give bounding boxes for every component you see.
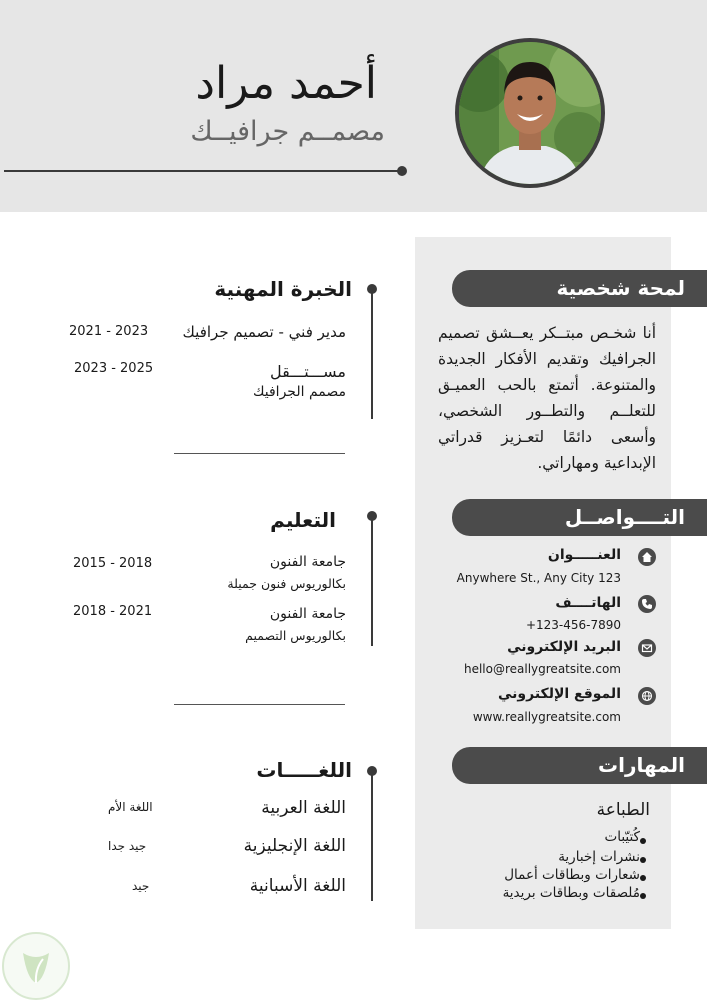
experience-item-date: 2023 - 2025 xyxy=(74,361,154,376)
phone-icon xyxy=(638,595,656,613)
contact-website-label: الموقع الإلكتروني xyxy=(498,686,621,702)
experience-item-title: مســـتـــقل xyxy=(269,362,346,381)
education-item-subtitle: بكالوريوس التصميم xyxy=(245,628,346,643)
language-level: جيد xyxy=(132,879,150,893)
languages-timeline-line xyxy=(371,771,373,901)
experience-item-subtitle: مصمم الجرافيك xyxy=(252,384,346,400)
language-name: اللغة الإنجليزية xyxy=(243,836,346,856)
skill-bullet xyxy=(640,893,646,899)
contact-phone-value: +123-456-7890 xyxy=(525,618,621,632)
skill-item: شعارات وبطاقات أعمال xyxy=(504,867,640,883)
profile-text: أنا شخـص مبتــكر يعــشق تصميم الجرافيك وتقديم الأفكار الجديدة والمتنوعة. أتمتع بالحب العميـق للتعلــم والتطــور الشخصي، وأسعى دائمًا لتعـزيز قدراتي الإبداعية ومهاراتي. xyxy=(438,324,656,472)
experience-item-date: 2021 - 2023 xyxy=(69,324,149,339)
portrait-illustration xyxy=(459,42,601,184)
contact-email-label: البريد الإلكتروني xyxy=(507,639,621,655)
skill-item: مُلصقات وبطاقات بريدية xyxy=(502,885,640,901)
education-item-title: جامعة الفنون xyxy=(269,554,346,570)
contact-address-value: Anywhere St., Any City 123 xyxy=(456,571,621,585)
job-title: مصمــم جرافيــك xyxy=(190,116,385,147)
experience-timeline-line xyxy=(371,289,373,419)
person-name: أحمد مراد xyxy=(195,58,377,109)
skill-bullet xyxy=(640,857,646,863)
watermark-logo xyxy=(2,932,70,1000)
experience-item-title: مدير فني - تصميم جرافيك xyxy=(182,323,346,341)
contact-address-label: العنـــــوان xyxy=(547,547,621,563)
leaf-icon xyxy=(13,943,59,989)
skill-bullet xyxy=(640,875,646,881)
contact-heading: التــــواصــل xyxy=(452,499,707,536)
education-item-date: 2015 - 2018 xyxy=(73,556,153,571)
language-name: اللغة الأسبانية xyxy=(249,876,346,896)
contact-email-value: hello@reallygreatsite.com xyxy=(463,662,621,676)
education-item-title: جامعة الفنون xyxy=(269,606,346,622)
profile-heading: لمحة شخصية xyxy=(452,270,707,307)
languages-heading: اللغـــــات xyxy=(256,758,352,782)
contact-phone-label: الهاتــــف xyxy=(555,595,621,611)
language-level: جيد جدا xyxy=(108,839,147,853)
skills-category: الطباعة xyxy=(596,800,650,820)
skill-bullet xyxy=(640,838,646,844)
globe-icon xyxy=(638,687,656,705)
header-divider-line xyxy=(4,170,402,172)
home-icon xyxy=(638,548,656,566)
language-level: اللغة الأم xyxy=(108,800,153,814)
skills-heading: المهارات xyxy=(452,747,707,784)
skill-item: نشرات إخبارية xyxy=(558,849,640,865)
education-timeline-line xyxy=(371,516,373,646)
profile-photo xyxy=(455,38,605,188)
section-divider xyxy=(174,704,345,705)
experience-heading: الخبرة المهنية xyxy=(214,277,352,301)
section-divider xyxy=(174,453,345,454)
education-heading: التعليم xyxy=(270,508,336,532)
language-name: اللغة العربية xyxy=(261,798,346,818)
header-divider-dot xyxy=(397,166,407,176)
skill-item: كُتيّبات xyxy=(604,829,640,845)
education-item-subtitle: بكالوريوس فنون جميلة xyxy=(227,576,346,591)
contact-website-value: www.reallygreatsite.com xyxy=(472,710,621,724)
email-icon xyxy=(638,639,656,657)
education-item-date: 2018 - 2021 xyxy=(73,604,153,619)
